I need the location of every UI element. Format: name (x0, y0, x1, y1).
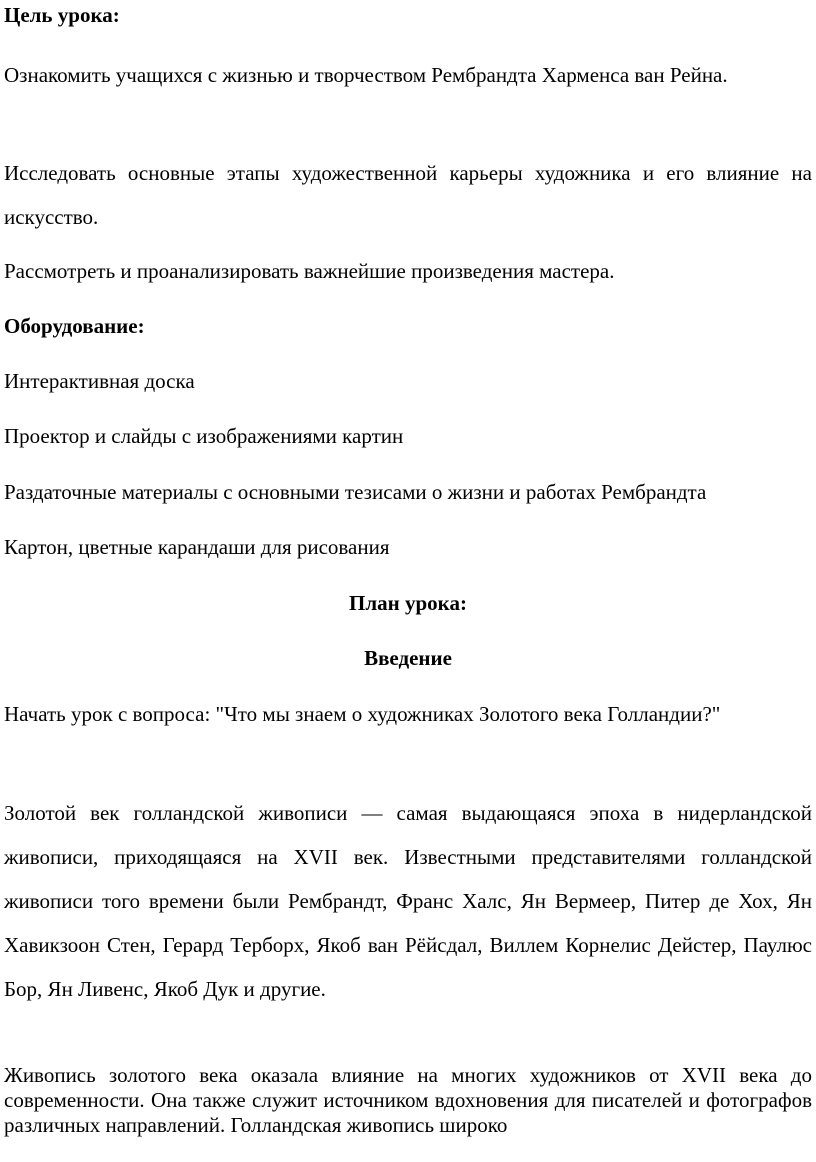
equipment-heading: Оборудование: (4, 314, 145, 338)
golden-age-paragraph: Золотой век голландской живописи — самая выдающаяся эпоха в нидерландской живописи, приходящаяся на XVII век. Известными представителями голландской живописи того времени были Рембрандт, Франс Халс, Ян Вермеер, Питер де Хох, Ян Хавикзоон Стен, Герард Терборх, Якоб ван Рёйсдал, Виллем Корнелис Дейстер, Паулюс Бор, Ян Ливенс, Якоб Дук и другие. (4, 801, 812, 1001)
equipment-item-3: Раздаточные материалы с основными тезисами о жизни и работах Рембрандта (4, 480, 707, 504)
introduction-heading: Введение (364, 646, 452, 670)
goal-item-3: Рассмотреть и проанализировать важнейшие произведения мастера. (4, 259, 615, 283)
plan-heading: План урока: (349, 591, 467, 615)
influence-paragraph: Живопись золотого века оказала влияние на многих художников от XVII века до современности. Она также служит источником вдохновения для писателей и фотографов различных направлений. Голландская живопись широко (4, 1063, 812, 1137)
equipment-item-1: Интерактивная доска (4, 369, 195, 393)
equipment-item-2: Проектор и слайды с изображениями картин (4, 424, 404, 448)
goal-item-1: Ознакомить учащихся с жизнью и творчеством Рембрандта Харменса ван Рейна. (4, 63, 728, 87)
equipment-item-4: Картон, цветные карандаши для рисования (4, 535, 390, 559)
goal-item-2: Исследовать основные этапы художественной карьеры художника и его влияние на искусство. (4, 161, 812, 229)
goal-heading: Цель урока: (4, 3, 120, 27)
intro-question-paragraph: Начать урок с вопроса: "Что мы знаем о художниках Золотого века Голландии?" (4, 702, 721, 726)
